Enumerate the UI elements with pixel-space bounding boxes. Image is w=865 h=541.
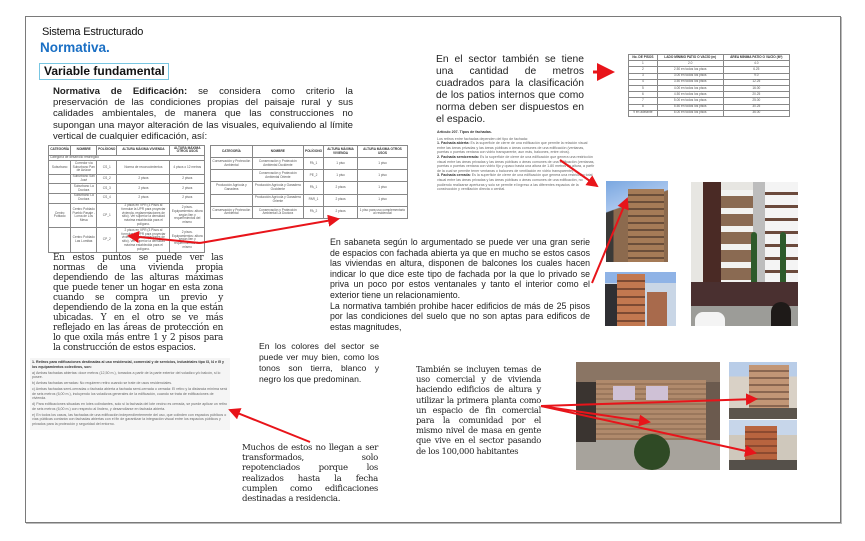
- table-row: [211, 158, 408, 170]
- photo-corner-building: [729, 362, 797, 419]
- text-sabaneta: [330, 237, 590, 332]
- articulo-item-text: Es la superficie de cierre de una edificación que genera una restricción total visual entre las áreas privadas y las áreas públicas o áreas comunes de una edificación, no pudiendo realizarse aperturas y solo se permite el ingreso a las diferentes espacios de la construcción y ventilación directa o cenital.: [437, 173, 593, 192]
- table-cell: CS_1: [97, 161, 117, 174]
- table-cell: 2: [629, 67, 658, 73]
- table-header: No. DE PISOS: [629, 55, 658, 61]
- table-cell: 16.00: [723, 85, 789, 91]
- table-cell: 1 piso: [357, 158, 407, 170]
- retiros-title: 1. Retiros para edificaciones destinadas al uso residencial, comercial y de servicios, industriales tipo I3, I4 e I5 y los equipamientos colectivos, son:: [32, 360, 224, 369]
- articulo-item-text: Es la superficie de cierre de una edificación que genera una restricción visual entre las áreas privadas y las áreas públicas o áreas comunes de una edificación (ventanas, puertas o puertas ventana con vidrio fijo y opaco hasta una altura de 1.80 metros de altura, a partir de la cual se permite tener ventanas o balcones de ventilación en vidrio transparente).: [437, 154, 595, 173]
- table-row: [49, 161, 205, 174]
- table-header: NOMBRE: [252, 146, 303, 158]
- table-cell: 4.0: [723, 61, 789, 67]
- table-cell: 2 pisos: [117, 184, 170, 194]
- table-cell: Conservación y Protección Ambiental Oriente: [252, 170, 303, 182]
- photo-balcony-tower: [691, 182, 798, 326]
- table-cell: 5: [629, 85, 658, 91]
- table-cell: 5.50 en todos los pisos: [657, 104, 723, 110]
- table-header: POLÍGONO: [97, 146, 117, 156]
- patios-table: [628, 54, 790, 117]
- table-cell: Corredor vía Suburbano Pan de Azúcar: [72, 160, 95, 173]
- table-header: ALTURA MÁXIMA OTROS USOS: [170, 146, 205, 156]
- heights-table-rural: [48, 145, 205, 253]
- text-tambien: También se incluyen temas de uso comercial y de vivienda haciendo edificios de altura y utilizar la primera planta como un espacio de fin comercial para la comunidad por el mismo nivel de masa en gente que vive en el sector pasando de los 100,000 habitantes: [416, 364, 541, 456]
- table-cell: CP_1: [97, 203, 117, 228]
- table-row: [49, 203, 205, 228]
- page-title: Normativa.: [40, 40, 110, 55]
- table-cell: Conservación y Protección Ambiental: [211, 158, 253, 170]
- table-cell: 9.0: [723, 73, 789, 79]
- table-cell: Suburbano La Doctora: [71, 184, 97, 194]
- intro-paragraph: [53, 86, 353, 142]
- text-sabaneta-2: La normativa también prohibe hacer edificios de más de 25 pisos por las condiciones del suelo que no son aptas para edificos de estas magnitudes,: [330, 300, 590, 332]
- articulo-heading: Artículo 207. Tipos de fachadas.: [437, 130, 492, 134]
- table-header: ALTURA MÁXIMA VIVIENDA: [117, 146, 170, 156]
- table-cell: 2 pisos: [170, 174, 205, 184]
- table-cell: 1 piso: [324, 158, 358, 170]
- text-colores: En los colores del sector se puede ver muy bien, como los tonos son tierra, blanco y negro los que predominan.: [259, 341, 379, 384]
- table-row: [49, 228, 205, 253]
- table-cell: 2 pisos: [324, 194, 358, 206]
- table-cell: 4: [629, 79, 658, 85]
- table-cell: CS_4: [97, 193, 117, 203]
- table-cell: 2.50 en todos los pisos: [657, 67, 723, 73]
- table-cell: Conservación y Protección Ambiental La Doctora: [252, 206, 303, 218]
- table-row: [629, 110, 790, 116]
- subtitle-box: Variable fundamental: [39, 63, 169, 80]
- table-header: ALTURA MÁXIMA VIVIENDA: [324, 146, 358, 158]
- photo-street-commercial: [576, 362, 720, 470]
- table-cell: 3.00 en todos los pisos: [657, 73, 723, 79]
- articulo-document: [437, 130, 595, 192]
- table-cell: [49, 184, 71, 194]
- articulo-intro: Los retiros entre fachadas dependen del tipo de fachada:: [437, 136, 528, 141]
- table-cell: [49, 228, 71, 253]
- table-cell: Conservación y Protección Ambiental Occidente: [252, 158, 303, 170]
- articulo-item-lead: 2. Fachada semicerrada:: [437, 154, 479, 159]
- table-row: [211, 194, 408, 206]
- table-cell: Suburbano: [49, 161, 71, 174]
- text-puntos: En estos puntos se puede ver las normas de una vivienda propia dependiendo de las alturas máximas que puede tener un hogar en esta zona cuando se compra un previo y dependiendo de la zona en la que están ubicadas. Y en el otro se ve más reflejado en las áreas de protección en lo que oxila más entre 1 y 2 pisos para la construcción de estos espacios.: [53, 253, 223, 353]
- retiros-item: c) Ambas fachadas semi-cerradas o fachada abierta a fachada semi-cerrada o cerrada: El retiro y la distancia mínima será de seis metros (6,00 m.), incluyendo los voladizos generales de la edificación, cuando se trata de edificaciones de vivienda.: [32, 387, 227, 401]
- table-cell: 25.00: [723, 98, 789, 104]
- table-cell: [49, 174, 71, 184]
- table-cell: Conservación y Protección Ambiental: [211, 206, 253, 218]
- table-cell: 9 en adelante: [629, 110, 658, 116]
- table-cell: CS_3: [97, 184, 117, 194]
- intro-lead: Normativa de Edificación:: [53, 86, 188, 97]
- table-cell: 2 pisos: [170, 193, 205, 203]
- retiros-document: [30, 358, 230, 430]
- text-muchos: Muchos de estos no llegan a ser transformados, solo repotenciados porque los realizados hasta la fecha cumplen como edificaciones destinadas a residencia.: [242, 443, 378, 505]
- table-header: NOMBRE: [71, 146, 97, 156]
- table-cell: Centro Poblado: [49, 203, 71, 228]
- table-cell: 1 piso: [357, 194, 407, 206]
- table-row: [211, 206, 408, 218]
- text-sector: En el sector también se tiene una cantidad de metros cuadrados para la clasificación de los patios internos que como norma deben ser dispuestos en el espacio.: [436, 54, 584, 125]
- table-cell: CS_2: [97, 174, 117, 184]
- table-cell: 1 piso: [357, 170, 407, 182]
- table-cell: 2 pisos: [117, 193, 170, 203]
- table-row: [49, 184, 205, 194]
- table-header: ALTURA MÁXIMA OTROS USOS: [357, 146, 407, 158]
- table-cell: Suburbano La Doctora: [71, 193, 97, 203]
- table-cell: 2 pisos en VPR (3 Pisos al formular la UPR para proyectar vivienda, reglamentaciones de sitio). Ver superior la densidad máxima establecida para el polígono.: [117, 203, 170, 228]
- table-header: LADO MÍNIMO PATIO O VACÍO (m): [657, 55, 723, 61]
- table-cell: PA_1: [303, 182, 323, 194]
- table-cell: Centro Poblado Las Lomitas: [71, 228, 97, 253]
- table-cell: 4 pisos o 12 metros: [170, 161, 205, 174]
- table-cell: 5.00 en todos los pisos: [657, 98, 723, 104]
- table-cell: Producción Agrícola y Ganadera Occidente: [252, 182, 303, 194]
- photo-brick-block: [729, 420, 797, 470]
- table-row: [49, 174, 205, 184]
- table-cell: 6.25: [723, 67, 789, 73]
- table-header: CATEGORÍA: [49, 146, 71, 156]
- table-cell: [49, 193, 71, 203]
- table-cell: 2.0: [657, 61, 723, 67]
- table-cell: 2 pisos en VPR (3 Pisos al formular la UPR para proyectar vivienda, reglamentaciones de sitio). Ver superior la densidad máxima establecida para el polígono.: [117, 228, 170, 253]
- table-cell: 4.00 en todos los pisos: [657, 85, 723, 91]
- table-cell: 4.50 en todos los pisos: [657, 92, 723, 98]
- intro-text: se considera como criterio la preservación de las condiciones propias del paisaje rural y sus calidades ambientales, de manera que las construcciones no supongan una mayor alteración de las visuales, equivaliendo al límite vertical de cualquier edificación, así:: [53, 86, 353, 142]
- articulo-item-lead: 3. Fachada cerrada:: [437, 173, 471, 178]
- table-cell: 2 pisos. Equipamientos: altura según lien y requerimientos del mismo: [170, 228, 205, 253]
- table-cell: 1: [629, 61, 658, 67]
- table-cell: 3.50 en todos los pisos: [657, 79, 723, 85]
- table-row: [49, 193, 205, 203]
- table-cell: 2 pisos: [324, 182, 358, 194]
- heights-table-protection: [210, 145, 408, 219]
- table-cell: 7: [629, 98, 658, 104]
- table-cell: Suburbano San José: [72, 174, 95, 183]
- table-cell: 3: [629, 73, 658, 79]
- table-header: ÁREA MÍNIMA PATIO O VACÍO (M²): [723, 55, 789, 61]
- table-cell: CP_2: [97, 228, 117, 253]
- table-row: [211, 170, 408, 182]
- table-cell: 1 piso para uso complementario al residencial: [357, 206, 407, 218]
- table-cell: 12.25: [723, 79, 789, 85]
- articulo-item-text: Es la superficie de cierre de una edificación que permite la relación visual entre las áreas privadas y las áreas públicas o áreas comunes de una edificación (ventanas, puertas o puertas ventana con vidrio transparente, aun más, balcones, entre otros).: [437, 141, 588, 155]
- photo-brick-buildings: [605, 272, 676, 326]
- table-header: POLÍGONO: [303, 146, 323, 158]
- table-cell: 36.00: [723, 110, 789, 116]
- retiros-item: d) Para edificaciones situadas en lotes colindantes, solo si la fachada del lote vecino es cerrada, se puede aplicar un retiro de seis metros (6,00 m.) con respecto al lindero, y desarrollarse en fachada abierta.: [32, 402, 227, 411]
- table-cell: 2 pisos: [324, 206, 358, 218]
- table-cell: 20.25: [723, 92, 789, 98]
- table-cell: 2 pisos: [117, 174, 170, 184]
- table-cell: PAR_1: [303, 194, 323, 206]
- table-cell: 6.00 en todos los pisos: [657, 110, 723, 116]
- table-cell: 2 pisos: [170, 184, 205, 194]
- table-cell: PA_1: [303, 158, 323, 170]
- table-cell: 6: [629, 92, 658, 98]
- table-cell: 2 pisos. Equipamientos: altura según lien y requerimientos del mismo: [170, 203, 205, 228]
- table-row: [211, 182, 408, 194]
- table-cell: 8: [629, 104, 658, 110]
- text-sabaneta-1: En sabaneta según lo argumentado se puede ver una gran serie de espacios con fachada abierta ya que en mucho se estos casos las viviendas en altura, disponen de balcones los cuales hacen indicar lo que dice este tipo de fachada por la que lo privado se priva un poco por estos ventanales y tanto el interior como el exterior tiene un relacionamiento.: [330, 237, 590, 300]
- table-cell: [211, 194, 253, 206]
- table-cell: 1 piso: [357, 182, 407, 194]
- table-cell: 1 piso: [324, 170, 358, 182]
- articulo-item-lead: 1. Fachada abierta:: [437, 141, 470, 146]
- table-caption: Categoría de desarrollo restringido: [49, 155, 205, 161]
- table-cell: PE_2: [303, 170, 323, 182]
- table-cell: [211, 170, 253, 182]
- table-cell: Norma de reconocimientos: [117, 161, 170, 174]
- table-cell: Centro Poblado Pueblo Pasaje - Loma de Los Mesa: [71, 203, 97, 228]
- retiros-item: b) Ambas fachadas cerradas: No requieren retiro cuando se trate de usos residenciales.: [32, 381, 173, 386]
- section-label: Sistema Estructurado: [42, 26, 144, 38]
- table-cell: 30.25: [723, 104, 789, 110]
- retiros-item: e) En todos los casos, las fachadas de una edificación independientemente del uso, que colinden con espacios públicos o vías públicas contarán con fachadas abiertas con el fin de garantizar la integración visual entre los espacios públicos y privados para la protección y seguridad del entorno.: [32, 412, 227, 427]
- table-header: CATEGORÍA: [211, 146, 253, 158]
- table-cell: PA_2: [303, 206, 323, 218]
- photo-tower-brick: [606, 181, 668, 262]
- retiros-item: a) Ambas fachadas abiertas: doce metros (12,50 m.), tomados a partir de la parte exterior del voladizo y/o balcón, si lo posee.: [32, 370, 221, 380]
- table-cell: Producción Agrícola y Ganadera: [211, 182, 253, 194]
- table-cell: Producción Agrícola y Ganadera Oriente: [252, 194, 303, 206]
